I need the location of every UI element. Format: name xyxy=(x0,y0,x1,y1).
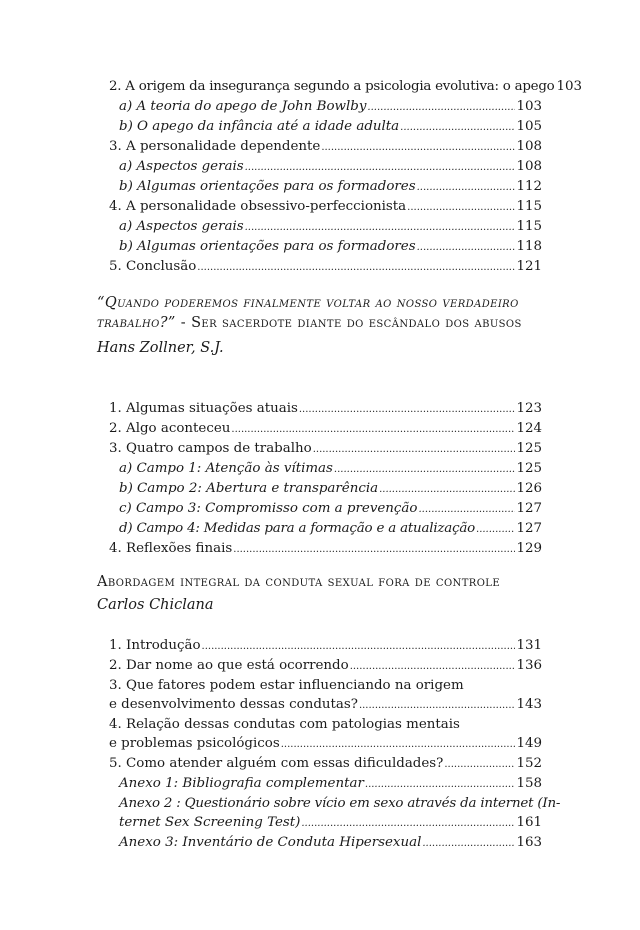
toc-entry: 1. Introdução ..... 131 xyxy=(109,636,542,656)
toc-entry: 5. Conclusão ..... 121 xyxy=(109,257,542,277)
toc-entry: 4. A personalidade obsessivo-perfeccionista ..... 115 xyxy=(109,197,542,217)
toc-entry: 2. Dar nome ao que está ocorrendo ..... 136 xyxy=(109,656,542,676)
toc-entry: e problemas psicológicos ..... 149 xyxy=(109,734,542,754)
toc-entry: e desenvolvimento dessas condutas? ..... 143 xyxy=(109,695,542,715)
toc-entry: 3. Quatro campos de trabalho ..... 125 xyxy=(109,439,542,459)
toc-section-3 xyxy=(109,636,561,853)
toc-entry-line: 4. Relação dessas condutas com patologias mentais xyxy=(109,717,460,732)
toc-entry: b) Algumas orientações para os formadores ..... 118 xyxy=(109,237,542,257)
toc-entry: a) Aspectos gerais ..... 115 xyxy=(109,217,542,237)
chapter-author: Carlos Chiclana xyxy=(97,597,214,613)
toc-entry-line: Anexo 2 : Questionário sobre vício em sexo através da internet (In- xyxy=(119,796,561,811)
chapter-heading-chiclana xyxy=(97,572,542,616)
chapter-title: “Quando poderemos finalmente voltar ao nosso verdadeiro trabalho?” - Ser sacerdote diante do escândalo dos abusos xyxy=(97,295,522,331)
toc-entry: d) Campo 4: Medidas para a formação e a atualização ..... 127 xyxy=(109,519,542,539)
toc-entry: 3. A personalidade dependente ..... 108 xyxy=(109,137,542,157)
toc-entry: Anexo 3: Inventário de Conduta Hipersexual ..... 163 xyxy=(109,833,542,853)
toc-entry: a) A teoria do apego de John Bowlby ..... 103 xyxy=(109,97,542,117)
toc-entry: Anexo 1: Bibliografia complementar ..... 158 xyxy=(109,774,542,794)
toc-entry: a) Aspectos gerais ..... 108 xyxy=(109,157,542,177)
chapter-author: Hans Zollner, S.J. xyxy=(97,340,224,356)
toc-entry: b) Campo 2: Abertura e transparência ..... 126 xyxy=(109,479,542,499)
chapter-title: Abordagem integral da conduta sexual fora de controle xyxy=(97,574,501,590)
toc-entry: 4. Reflexões finais ..... 129 xyxy=(109,539,542,559)
toc-entry: 5. Como atender alguém com essas dificuldades? ..... 152 xyxy=(109,754,542,774)
toc-entry-line: 3. Que fatores podem estar influenciando na origem xyxy=(109,678,464,693)
toc-section-1 xyxy=(109,77,583,277)
toc-entry: ternet Sex Screening Test) ..... 161 xyxy=(109,813,542,833)
toc-entry: c) Campo 3: Compromisso com a prevenção ..... 127 xyxy=(109,499,542,519)
toc-entry: 1. Algumas situações atuais ..... 123 xyxy=(109,399,542,419)
toc-section-2 xyxy=(109,399,542,559)
toc-entry: b) O apego da infância até a idade adulta ..... 105 xyxy=(109,117,542,137)
toc-entry: a) Campo 1: Atenção às vítimas ..... 125 xyxy=(109,459,542,479)
toc-entry: 2. Algo aconteceu ..... 124 xyxy=(109,419,542,439)
toc-entry: 2. A origem da insegurança segundo a psicologia evolutiva: o apego 103 xyxy=(109,79,583,94)
chapter-heading-zollner xyxy=(97,293,542,359)
toc-entry: b) Algumas orientações para os formadores ..... 112 xyxy=(109,177,542,197)
